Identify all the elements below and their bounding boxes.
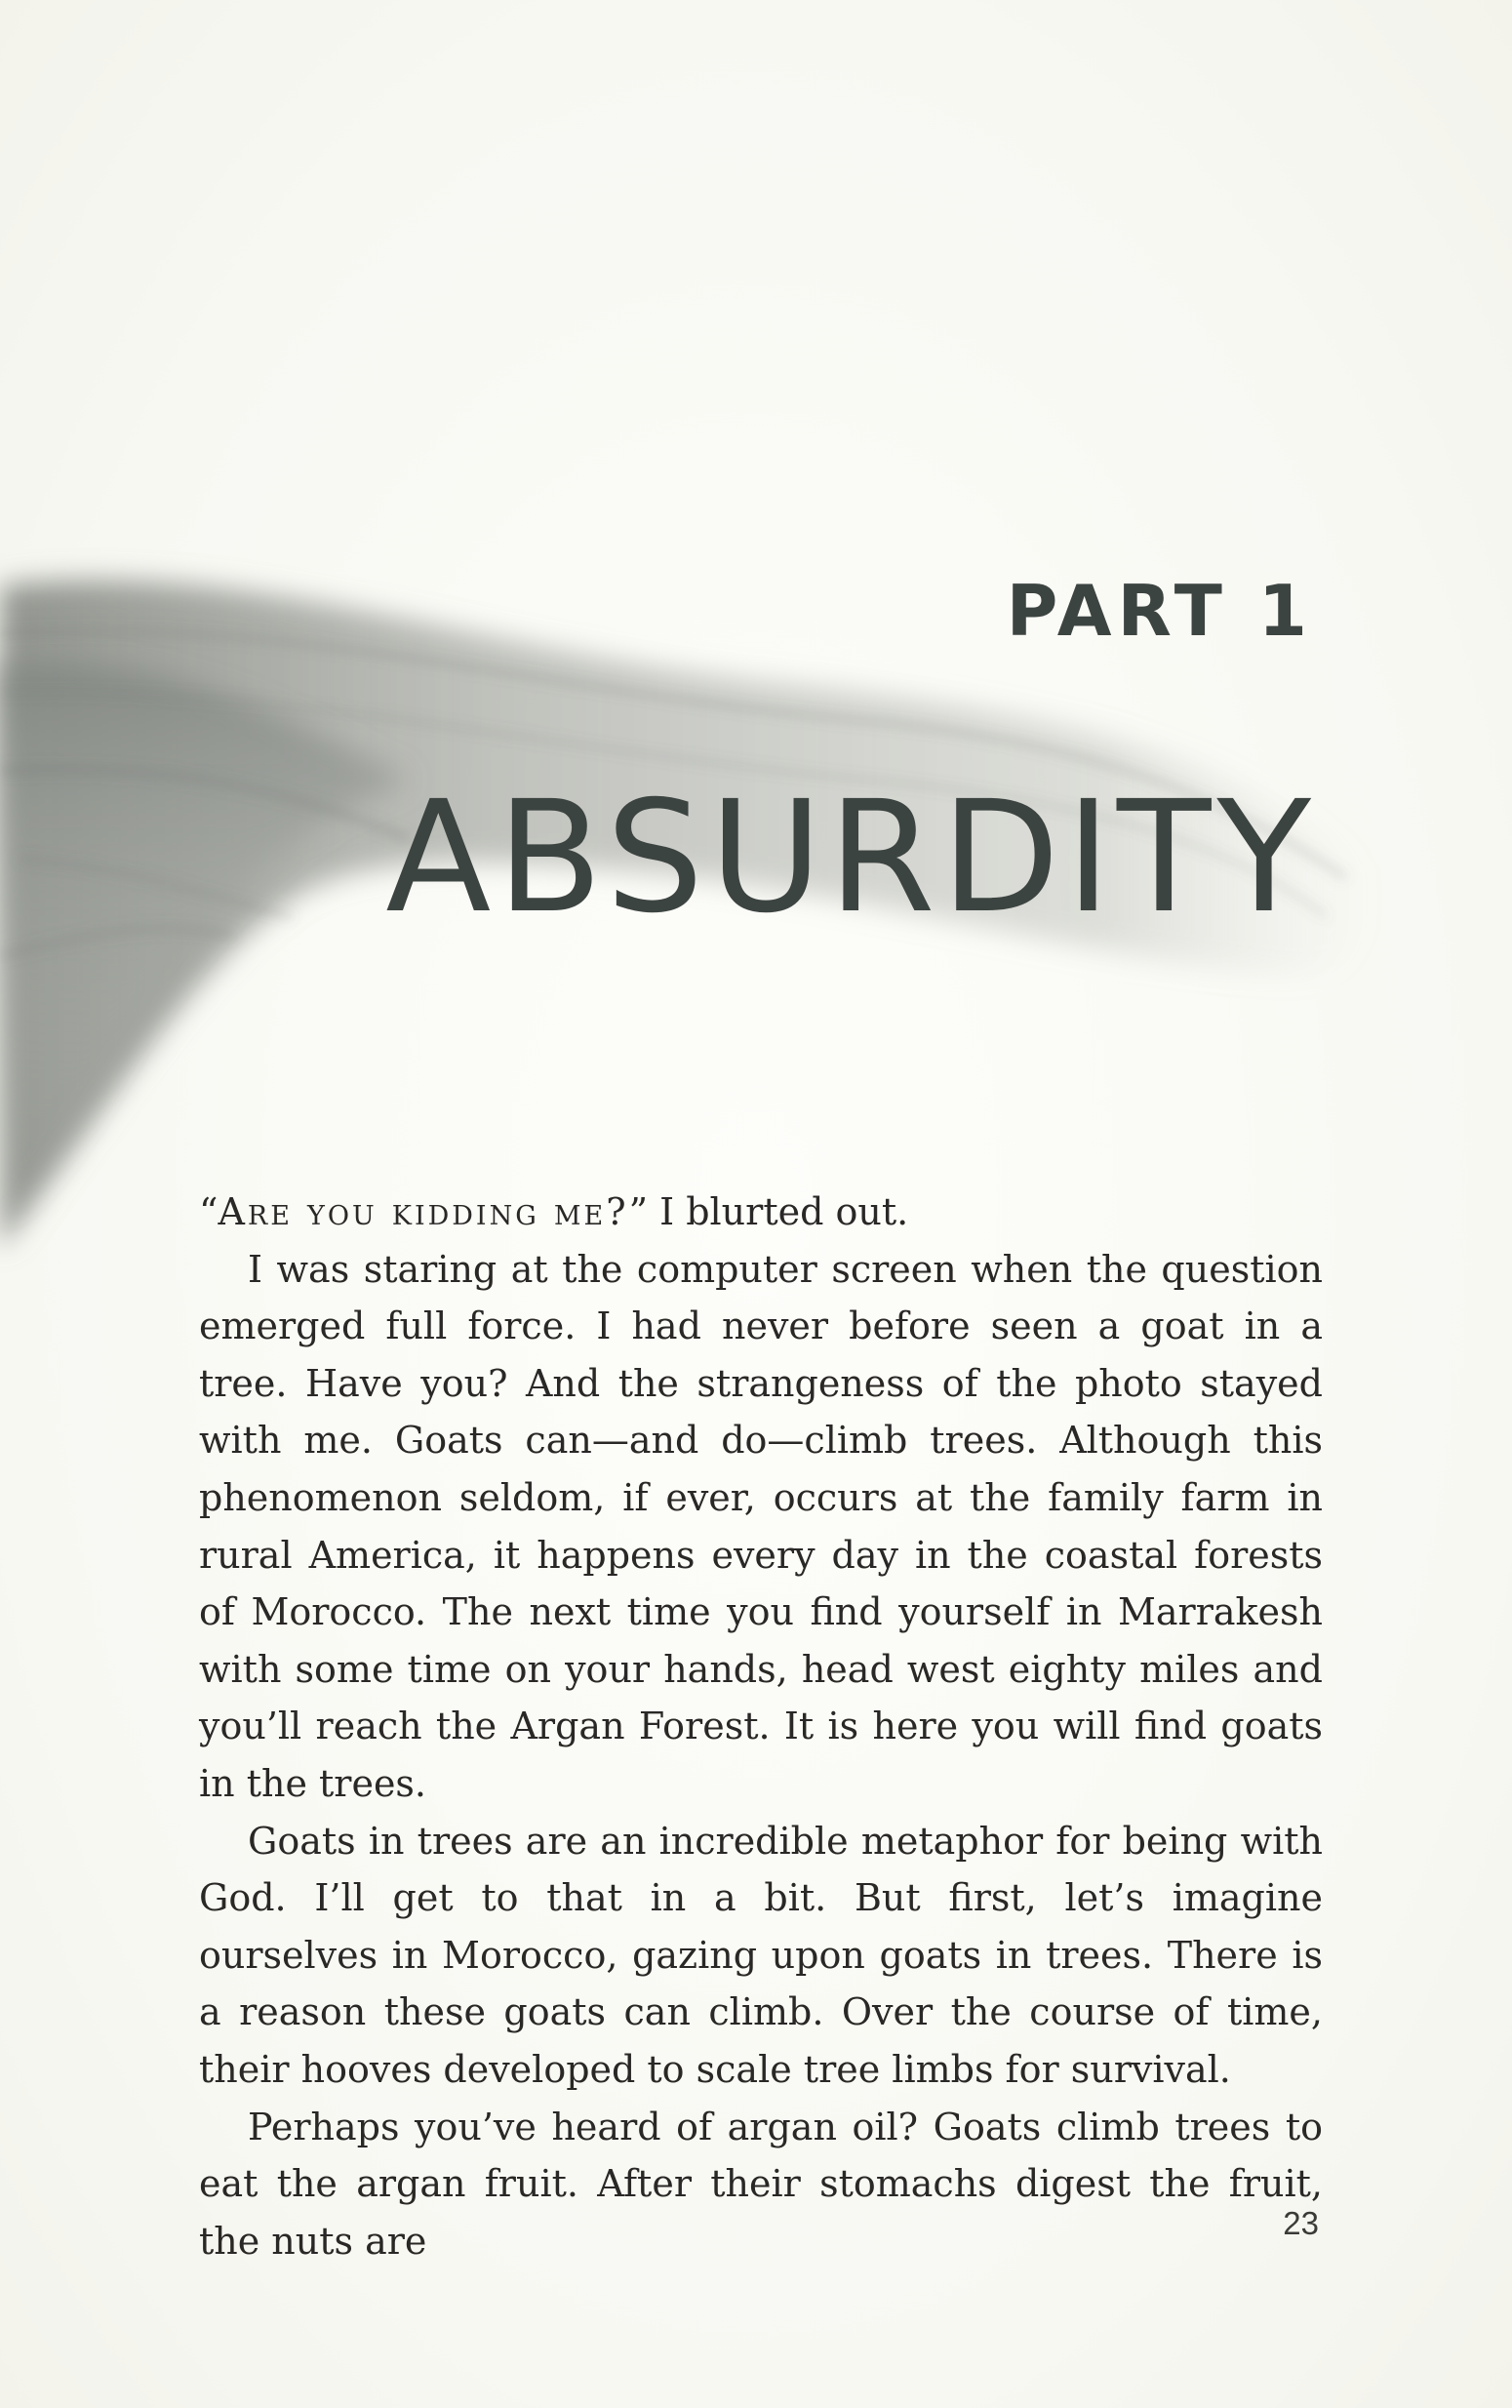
page-number: 23 bbox=[1283, 2205, 1319, 2241]
opening-lead-in: Are you kidding me? bbox=[218, 1190, 629, 1233]
opening-paragraph bbox=[199, 1184, 1323, 1241]
paragraph: Perhaps you’ve heard of argan oil? Goats climb trees to eat the argan fruit. After their stomachs digest the fruit, the nuts are bbox=[199, 2105, 1323, 2263]
opening-quote-open: “ bbox=[199, 1190, 219, 1233]
paragraph: Goats in trees are an incredible metaphor for being with God. I’ll get to that in a bit. But first, let’s imagine ourselves in Morocco, gazing upon goats in trees. There is a reason these goats can climb. Over the course of time, their hooves developed to scale tree limbs for survival. bbox=[199, 1819, 1323, 2091]
part-label: PART 1 bbox=[1006, 570, 1313, 652]
body-text bbox=[199, 1184, 1323, 2269]
part-title: ABSURDITY bbox=[385, 768, 1317, 947]
paragraph: I was staring at the computer screen when the question emerged full force. I had never before seen a goat in a tree. Have you? And the strangeness of the photo stayed with me. Goats can—and do—climb trees. Although this phenomenon seldom, if ever, occurs at the family farm in rural America, it happens every day in the coastal forests of Morocco. The next time you find yourself in Marrakesh with some time on your hands, head west eighty miles and you’ll reach the Argan Forest. It is here you will find goats in the trees. bbox=[199, 1247, 1323, 1805]
opening-rest: I blurted out. bbox=[648, 1190, 909, 1233]
opening-quote-close: ” bbox=[628, 1190, 649, 1233]
